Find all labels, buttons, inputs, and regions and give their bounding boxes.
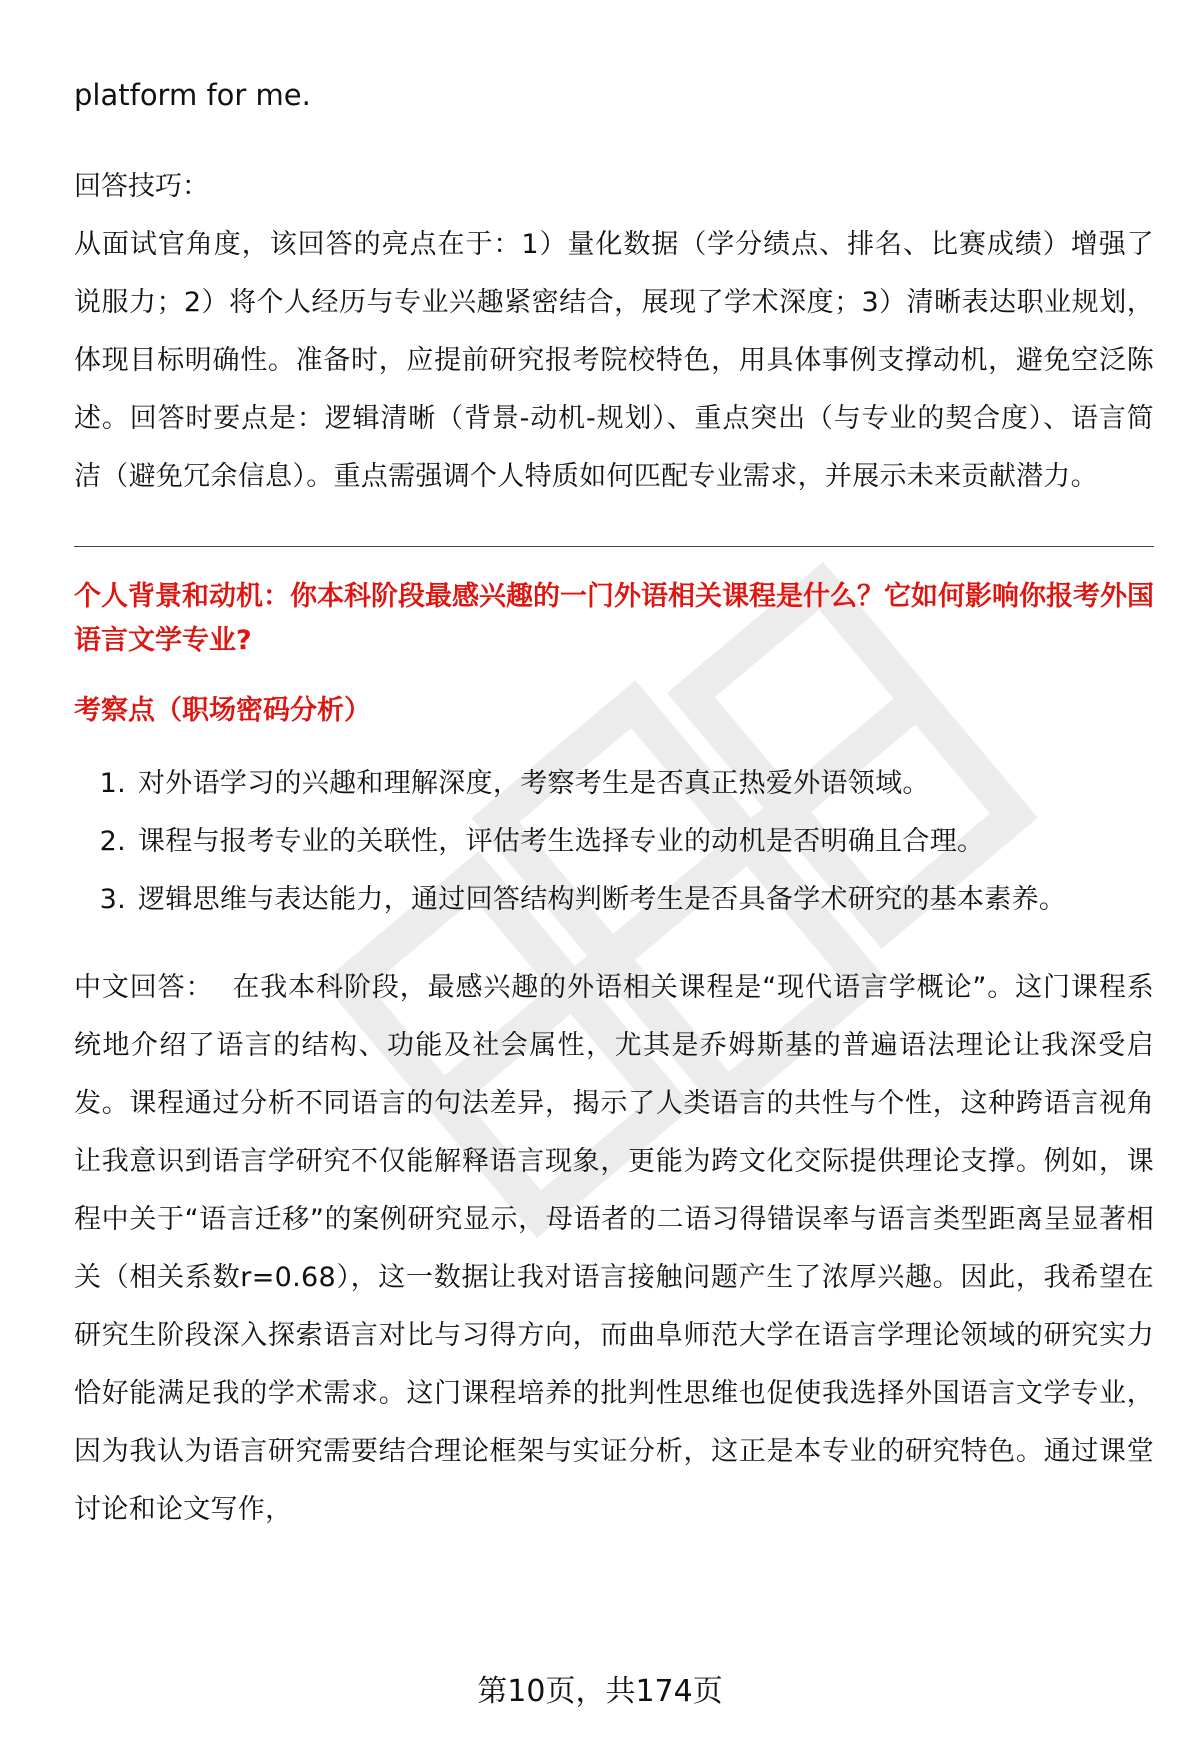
exam-point-list [74, 755, 1154, 929]
chinese-answer-label: 中文回答： [74, 972, 214, 1003]
page-number-footer: 第10页，共174页 [477, 1674, 723, 1709]
chinese-answer [74, 959, 1154, 1539]
previous-answer-tail: platform for me. [74, 78, 311, 112]
exam-point-item [74, 871, 1154, 929]
tips-title: 回答技巧： [74, 171, 209, 202]
exam-point-item [74, 813, 1154, 871]
exam-point-text: 课程与报考专业的关联性，评估考生选择专业的动机是否明确且合理。 [138, 826, 985, 857]
section-divider [74, 546, 1154, 547]
exam-point-number: 1. [99, 768, 126, 799]
question-title: 个人背景和动机：你本科阶段最感兴趣的一门外语相关课程是什么？它如何影响你报考外国语言文学专业? [74, 581, 1154, 656]
chinese-answer-paragraph [74, 959, 1154, 1539]
page-content [74, 66, 1154, 1539]
chinese-answer-body: 在我本科阶段，最感兴趣的外语相关课程是“现代语言学概论”。这门课程系统地介绍了语言的结构、功能及社会属性，尤其是乔姆斯基的普遍语法理论让我深受启发。课程通过分析不同语言的句法差异，揭示了人类语言的共性与个性，这种跨语言视角让我意识到语言学研究不仅能解释语言现象，更能为跨文化交际提供理论支撑。例如，课程中关于“语言迁移”的案例研究显示，母语者的二语习得错误率与语言类型距离呈显著相关（相关系数r=0.68），这一数据让我对语言接触问题产生了浓厚兴趣。因此，我希望在研究生阶段深入探索语言对比与习得方向，而曲阜师范大学在语言学理论领域的研究实力恰好能满足我的学术需求。这门课程培养的批判性思维也促使我选择外国语言文学专业，因为我认为语言研究需要结合理论框架与实证分析，这正是本专业的研究特色。通过课堂讨论和论文写作， [74, 972, 1155, 1525]
exam-point-text: 对外语学习的兴趣和理解深度，考察考生是否真正热爱外语领域。 [138, 768, 930, 799]
exam-point-number: 3. [99, 884, 126, 915]
exam-point-item [74, 755, 1154, 813]
exam-point-title: 考察点（职场密码分析） [74, 695, 371, 726]
exam-point-number: 2. [99, 826, 126, 857]
tips-body: 从面试官角度，该回答的亮点在于：1）量化数据（学分绩点、排名、比赛成绩）增强了说服力；2）将个人经历与专业兴趣紧密结合，展现了学术深度；3）清晰表达职业规划，体现目标明确性。准备时，应提前研究报考院校特色，用具体事例支撑动机，避免空泛陈述。回答时要点是：逻辑清晰（背景-动机-规划）、重点突出（与专业的契合度）、语言简洁（避免冗余信息）。重点需强调个人特质如何匹配专业需求，并展示未来贡献潜力。 [74, 229, 1154, 492]
exam-point-text: 逻辑思维与表达能力，通过回答结构判断考生是否具备学术研究的基本素养。 [138, 884, 1067, 915]
